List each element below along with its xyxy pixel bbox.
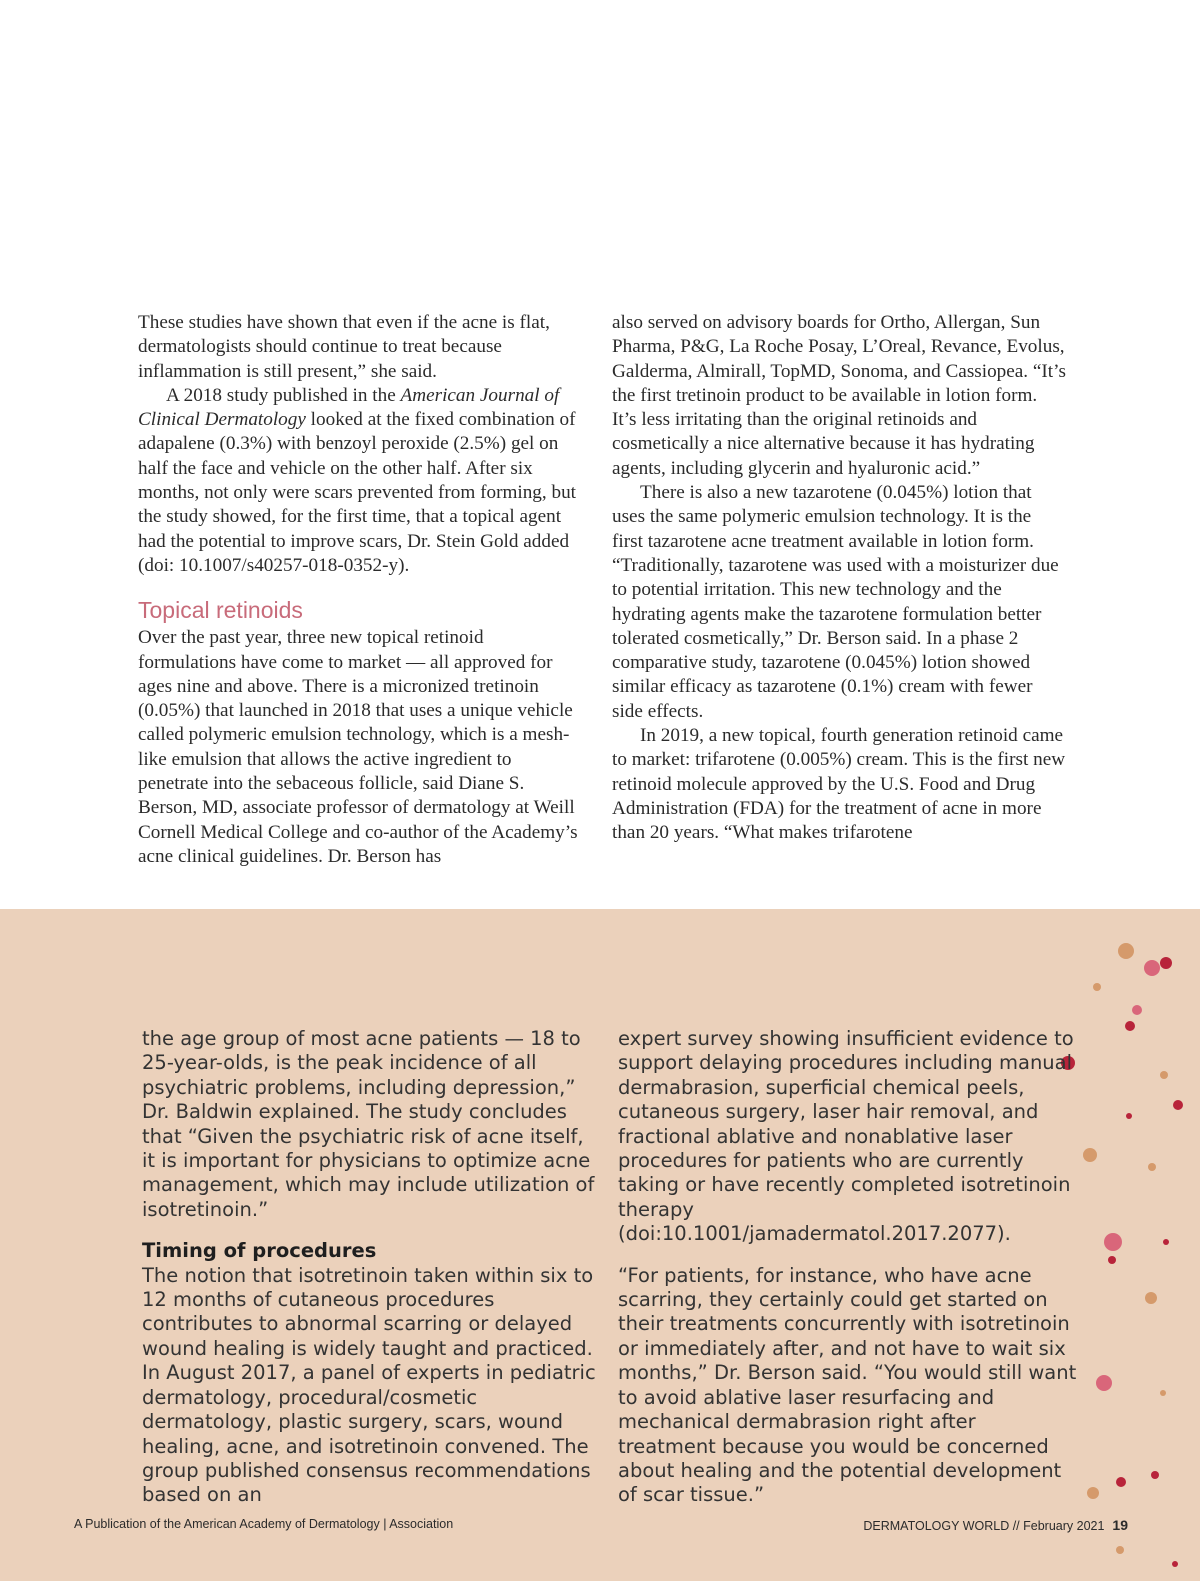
decorative-dot — [1173, 1100, 1183, 1110]
paragraph: In 2019, a new topical, fourth generation retinoid came to market: trifarotene (0.005%) cream. This is the first new retinoid molecule approved by the U.S. Food and Drug Administration (FDA) for the treatment of acne in more than 20 years. “What makes trifarotene — [612, 725, 1066, 844]
decorative-dot — [1151, 1471, 1159, 1479]
decorative-dot — [1160, 957, 1172, 969]
decorative-dots — [1060, 930, 1200, 1581]
page-number: 19 — [1112, 1517, 1128, 1533]
decorative-dot — [1160, 1390, 1166, 1396]
decorative-dot — [1160, 1071, 1168, 1079]
decorative-dot — [1083, 1148, 1097, 1162]
paragraph: Over the past year, three new topical retinoid formulations have come to market — all approved for ages nine and above. There is a micronized tretinoin (0.05%) that launched in 2018 that uses a unique vehicle called polymeric emulsion technology, which is a mesh-like emulsion that allows the active ingredient to penetrate into the sebaceous follicle, said Diane S. Berson, MD, associate professor of dermatology at Weill Cornell Medical College and co-author of the Academy’s acne clinical guidelines. Dr. Berson has — [138, 627, 578, 867]
top-right-column — [612, 311, 1066, 846]
decorative-dot — [1108, 1256, 1116, 1264]
subheading-timing-of-procedures: Timing of procedures — [142, 1239, 377, 1263]
section-heading-topical-retinoids: Topical retinoids — [138, 597, 303, 624]
footer-publisher: A Publication of the American Academy of Dermatology | Association — [74, 1517, 454, 1531]
paragraph: expert survey showing insufficient evidence to support delaying procedures including manual dermabrasion, superficial chemical peels, cutaneous surgery, laser hair removal, and fractional ablative and nonablative laser procedures for patients who are currently taking or have recently completed isotretinoin therapy (doi:10.1001/jamadermatol.2017.2077). — [618, 1027, 1074, 1246]
paragraph: There is also a new tazarotene (0.045%) lotion that uses the same polymeric emulsion technology. It is the first tazarotene acne treatment available in lotion form. “Traditionally, tazarotene was used with a moisturizer due to potential irritation. This new technology and the hydrating agents make the tazarotene formulation better tolerated cosmetically,” Dr. Berson said. In a phase 2 comparative study, tazarotene (0.045%) lotion showed similar efficacy as tazarotene (0.1%) cream with fewer side effects. — [612, 482, 1059, 722]
decorative-dot — [1126, 1113, 1132, 1119]
decorative-dot — [1125, 1021, 1135, 1031]
decorative-dot — [1087, 1487, 1099, 1499]
decorative-dot — [1145, 1292, 1157, 1304]
decorative-dot — [1144, 960, 1160, 976]
decorative-dot — [1132, 1005, 1142, 1015]
bottom-left-column — [142, 1027, 597, 1508]
magazine-issue: DERMATOLOGY WORLD // February 2021 — [863, 1519, 1105, 1533]
footer-magazine-info — [863, 1517, 1128, 1533]
decorative-dot — [1093, 983, 1101, 991]
decorative-dot — [1118, 943, 1134, 959]
decorative-dot — [1104, 1233, 1122, 1251]
paragraph-gap — [618, 1247, 1078, 1264]
text-run: A 2018 study published in the — [166, 384, 401, 406]
text-run: looked at the fixed combination of adapalene (0.3%) with benzoyl peroxide (2.5%) gel on half the face and vehicle on the other half. After six months, not only were scars prevented from forming, but the study showed, for the first time, that a topical agent had the potential to improve scars, Dr. Stein Gold added (doi: 10.1007/s40257-018-0352-y). — [138, 409, 577, 576]
paragraph-journal-citation — [138, 384, 586, 578]
decorative-dot — [1172, 1561, 1178, 1567]
paragraph: These studies have shown that even if the acne is flat, dermatologists should continue to treat because inflammation is still present,” she said. — [138, 312, 550, 382]
decorative-dot — [1163, 1239, 1169, 1245]
decorative-dot — [1116, 1546, 1124, 1554]
decorative-dot — [1148, 1163, 1156, 1171]
paragraph: The notion that isotretinoin taken within six to 12 months of cutaneous procedures contributes to abnormal scarring or delayed wound healing is widely taught and practiced. In August 2017, a panel of experts in pediatric dermatology, procedural/cosmetic dermatology, plastic surgery, scars, wound healing, acne, and isotretinoin convened. The group published consensus recommendations based on an — [142, 1263, 596, 1507]
decorative-dot — [1116, 1477, 1126, 1487]
decorative-dot — [1096, 1375, 1112, 1391]
paragraph: the age group of most acne patients — 18 to 25-year-olds, is the peak incidence of all psychiatric problems, including depression,” Dr. Baldwin explained. The study concludes that “Given the psychiatric risk of acne itself, it is important for physicians to optimize acne management, which may include utilization of isotretinoin.” — [142, 1027, 595, 1221]
paragraph: also served on advisory boards for Ortho, Allergan, Sun Pharma, P&G, La Roche Posay, L’Oreal, Revance, Evolus, Galderma, Almirall, TopMD, Sonoma, and Cassiopea. “It’s the first tretinoin product to be available in lotion form. It’s less irritating than the original retinoids and cosmetically a nice alternative because it has hydrating agents, including glycerin and hyaluronic acid.” — [612, 312, 1066, 479]
paragraph: “For patients, for instance, who have acne scarring, they certainly could get started on their treatments concurrently with isotretinoin or immediately after, and not have to wait six months,” Dr. Berson said. “You would still want to avoid ablative laser resurfacing and mechanical dermabrasion right after treatment because you would be concerned about healing and the potential development of scar tissue.” — [618, 1263, 1077, 1507]
bottom-right-column — [618, 1027, 1078, 1508]
top-left-column — [138, 311, 586, 869]
journal-title: American Journal of Clinical Dermatology — [138, 384, 560, 431]
